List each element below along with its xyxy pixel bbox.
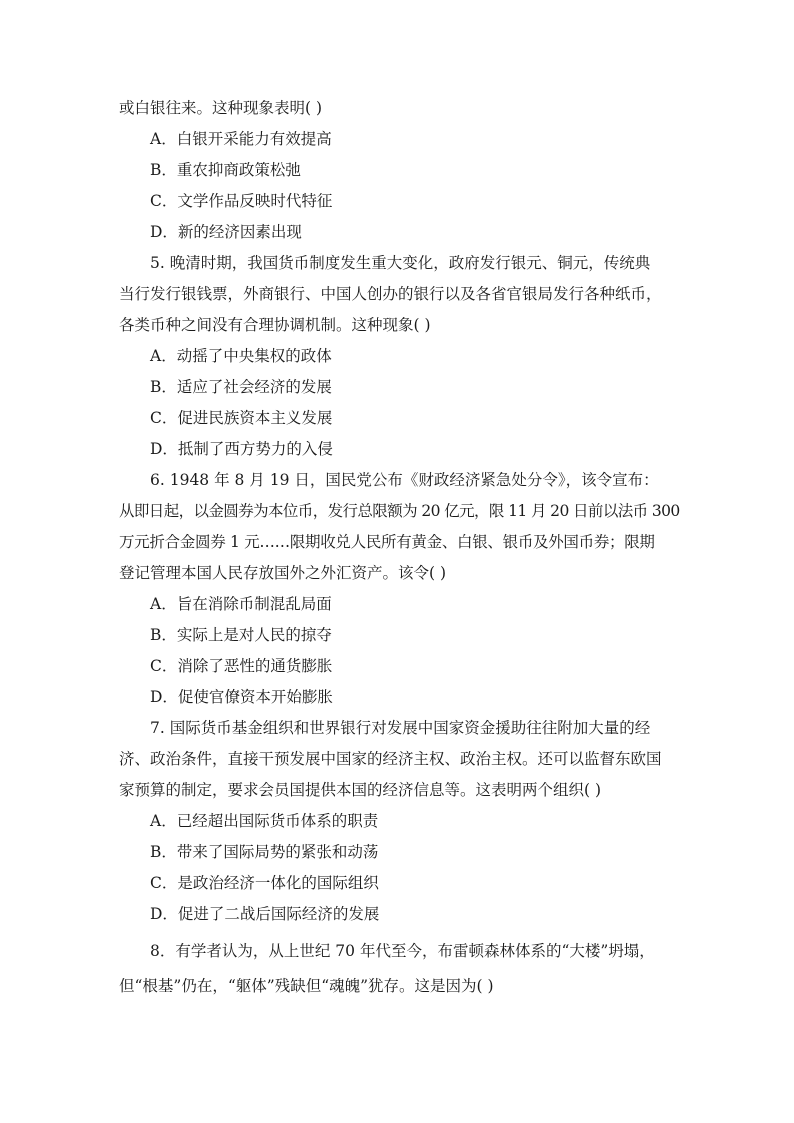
option-b: B．适应了社会经济的发展 xyxy=(150,378,332,396)
text-line: 或白银往来。这种现象表明( ) xyxy=(119,99,323,117)
option-a: A．动摇了中央集权的政体 xyxy=(150,347,332,365)
option-d: D．促进了二战后国际经济的发展 xyxy=(150,905,380,923)
question-8-stem: 8．有学者认为，从上世纪 70 年代至今，布雷顿森林体系的“大楼”坍塌， xyxy=(150,942,655,960)
option-b: B．实际上是对人民的掠夺 xyxy=(150,626,332,644)
question-5-stem: 5. 晚清时期，我国货币制度发生重大变化，政府发行银元、铜元，传统典 xyxy=(150,254,651,272)
question-6-stem: 6. 1948 年 8 月 19 日，国民党公布《财政经济紧急处分令》，该令宣布： xyxy=(150,471,659,489)
question-7-stem: 7. 国际货币基金组织和世界银行对发展中国家资金援助往往附加大量的经 xyxy=(150,719,651,737)
text-line: 登记管理本国人民存放国外之外汇资产。该令( ) xyxy=(119,564,447,582)
option-d: D．促使官僚资本开始膨胀 xyxy=(150,688,333,706)
option-d: D．抵制了西方势力的入侵 xyxy=(150,440,333,458)
option-c: C．消除了恶性的通货膨胀 xyxy=(150,657,333,675)
text-line: 家预算的制定，要求会员国提供本国的经济信息等。这表明两个组织( ) xyxy=(119,781,602,799)
text-line: 当行发行银钱票，外商银行、中国人创办的银行以及各省官银局发行各种纸币， xyxy=(119,285,662,303)
option-b: B．带来了国际局势的紧张和动荡 xyxy=(150,843,379,861)
text-line: 万元折合金圆券 1 元……限期收兑人民所有黄金、白银、银币及外国币券；限期 xyxy=(119,533,655,551)
option-a: A．已经超出国际货币体系的职责 xyxy=(150,812,379,830)
option-b: B．重农抑商政策松弛 xyxy=(150,161,301,179)
text-line: 但“根基”仍在，“躯体”残缺但“魂魄”犹存。这是因为( ) xyxy=(119,977,494,995)
option-c: C．文学作品反映时代特征 xyxy=(150,192,333,210)
option-a: A．白银开采能力有效提高 xyxy=(150,130,332,148)
option-c: C．是政治经济一体化的国际组织 xyxy=(150,874,379,892)
text-line: 济、政治条件，直接干预发展中国家的经济主权、政治主权。还可以监督东欧国 xyxy=(119,750,662,768)
option-d: D．新的经济因素出现 xyxy=(150,223,302,241)
option-c: C．促进民族资本主义发展 xyxy=(150,409,333,427)
option-a: A．旨在消除币制混乱局面 xyxy=(150,595,332,613)
text-line: 各类币种之间没有合理协调机制。这种现象( ) xyxy=(119,316,431,334)
text-line: 从即日起，以金圆券为本位币，发行总限额为 20 亿元，限 11 月 20 日前以法币 300 xyxy=(119,502,680,520)
